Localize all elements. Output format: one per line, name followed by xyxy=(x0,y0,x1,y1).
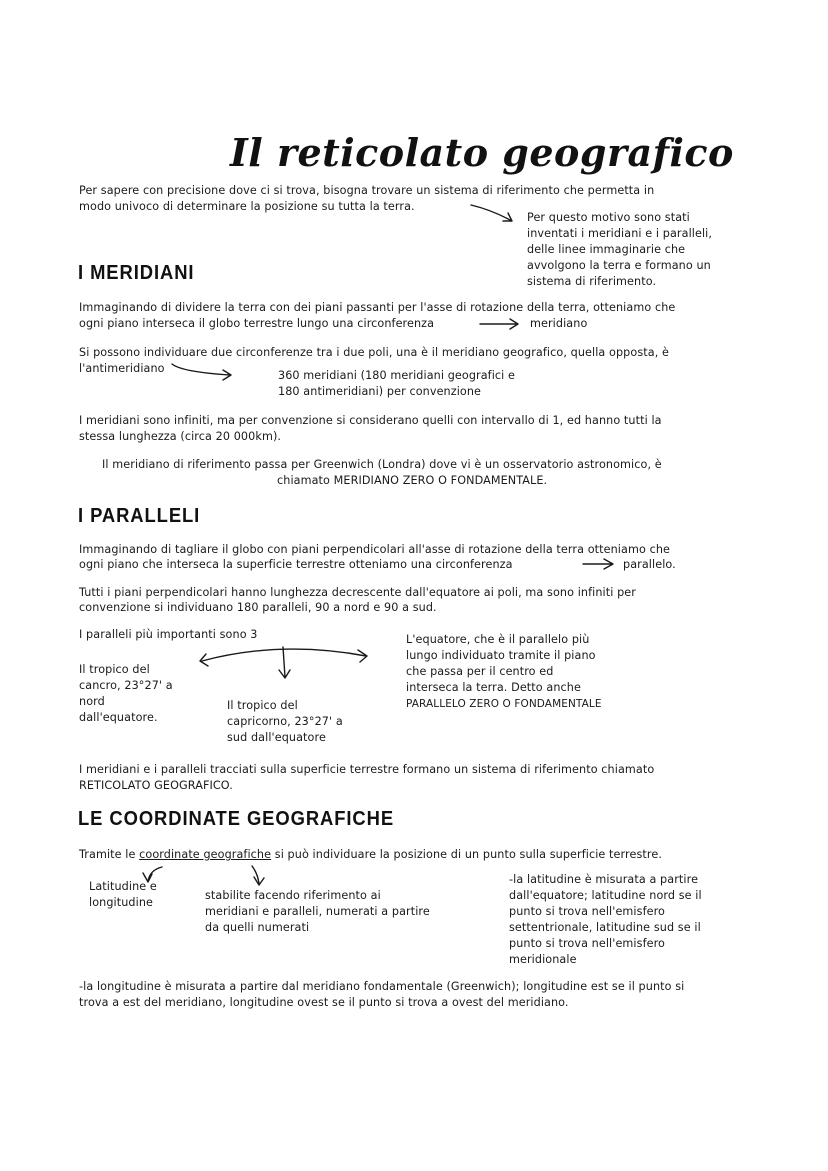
section-heading-meridiani: I MERIDIANI xyxy=(78,262,195,284)
section-heading-coordinate: LE COORDINATE GEOGRAFICHE xyxy=(78,808,395,830)
latlong-note: Latitudine e longitudine xyxy=(89,880,157,909)
meridiani-p1-line-1: Immaginando di dividere la terra con dei piani passanti per l'asse di rotazione della terra, otteniamo che xyxy=(79,301,676,314)
coordinate-geografiche-underlined: coordinate geografiche xyxy=(139,848,272,861)
intro-side-note: Per questo motivo sono stati inventati i meridiani e i paralleli, delle linee immaginarie che avvolgono la terra e formano un sistema di riferimento. xyxy=(527,211,713,288)
intro-line-1: Per sapere con precisione dove ci si trova, bisogna trovare un sistema di riferimento che permetta in xyxy=(79,184,655,197)
reticolato-line-2: RETICOLATO GEOGRAFICO. xyxy=(79,779,233,792)
longitudine-line-2: trova a est del meridiano, longitudine ovest se il punto si trova a ovest del meridiano. xyxy=(79,996,569,1009)
paralleli-p1-line-2: ogni piano che interseca la superficie terrestre otteniamo una circonferenza xyxy=(79,558,513,571)
reticolato-line-1: I meridiani e i paralleli tracciati sulla superficie terrestre formano un sistema di riferimento chiamato xyxy=(79,763,655,776)
meridiani-p2-line-2: l'antimeridiano xyxy=(79,362,165,375)
paralleli-p1-result: parallelo. xyxy=(623,558,676,571)
latlong-arrow-icon xyxy=(143,867,162,882)
meridiani-p1-result: meridiano xyxy=(530,317,588,330)
meridiani-p3-line-1: I meridiani sono infiniti, ma per convenzione si considerano quelli con intervallo di 1, ed hanno tutti la xyxy=(79,414,662,427)
meridiani-p2-line-1: Si possono individuare due circonferenze tra i due poli, una è il meridiano geografico, quella opposta, è xyxy=(79,346,669,359)
stabilite-note: stabilite facendo riferimento ai meridiani e paralleli, numerati a partire da quelli numerati xyxy=(205,889,430,934)
tropico-capricorno-note: Il tropico del capricorno, 23°27' a sud dall'equatore xyxy=(227,699,343,744)
parallelo-arrow-icon xyxy=(583,559,613,569)
longitudine-line-1: -la longitudine è misurata a partire dal meridiano fondamentale (Greenwich); longitudine est se il punto si xyxy=(79,980,685,993)
three-way-arrow-icon xyxy=(200,647,367,678)
latitudine-note: -la latitudine è misurata a partire dall'equatore; latitudine nord se il punto si trova nell'emisfero settentrionale, latitudine sud se il punto si trova nell'emisfero meridionale xyxy=(509,873,702,966)
intro-line-2: modo univoco di determinare la posizione su tutta la terra. xyxy=(79,200,415,213)
section-heading-paralleli: I PARALLELI xyxy=(78,505,201,527)
meridiani-p1-line-2: ogni piano interseca il globo terrestre lungo una circonferenza xyxy=(79,317,435,330)
equatore-note: L'equatore, che è il parallelo più lungo individuato tramite il piano che passa per il centro ed interseca la terra. Detto anche PARALLELO ZERO O FONDAMENTALE xyxy=(406,633,602,710)
meridiani-p4-line-1: Il meridiano di riferimento passa per Greenwich (Londra) dove vi è un osservatorio astronomico, è xyxy=(102,458,662,471)
meridiano-arrow-icon xyxy=(480,319,518,329)
stabilite-arrow-icon xyxy=(252,866,264,885)
page-title: Il reticolato geografico xyxy=(230,130,734,175)
paralleli-important: I paralleli più importanti sono 3 xyxy=(79,628,258,641)
paralleli-p2-line-2: convenzione si individuano 180 paralleli, 90 a nord e 90 a sud. xyxy=(79,601,437,614)
coordinate-intro: Tramite le coordinate geografiche si può individuare la posizione di un punto sulla superficie terrestre. xyxy=(79,848,662,861)
tropico-cancro-note: Il tropico del cancro, 23°27' a nord dall'equatore. xyxy=(79,663,173,724)
meridiani-p2-note: 360 meridiani (180 meridiani geografici e 180 antimeridiani) per convenzione xyxy=(278,369,516,398)
meridiani-p3-line-2: stessa lunghezza (circa 20 000km). xyxy=(79,430,282,443)
antimeridiano-arrow-icon xyxy=(172,364,231,380)
intro-arrow-icon xyxy=(471,205,512,221)
paralleli-p1-line-1: Immaginando di tagliare il globo con piani perpendicolari all'asse di rotazione della terra otteniamo che xyxy=(79,543,670,556)
meridiani-p4-line-2: chiamato MERIDIANO ZERO O FONDAMENTALE. xyxy=(277,474,548,487)
paralleli-p2-line-1: Tutti i piani perpendicolari hanno lunghezza decrescente dall'equatore ai poli, ma sono infiniti per xyxy=(79,586,636,599)
